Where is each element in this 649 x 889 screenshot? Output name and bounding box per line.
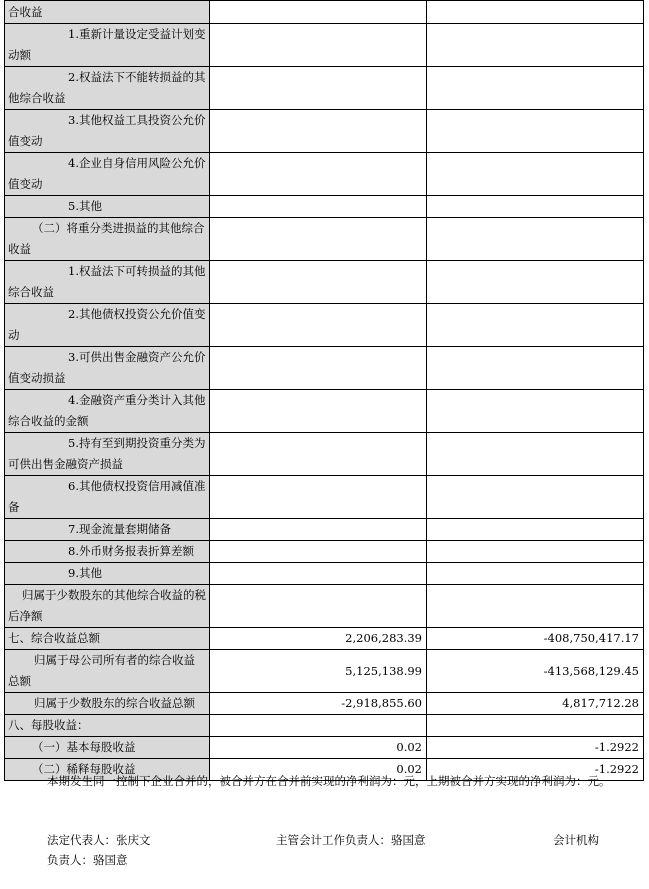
accounting-head: 主管会计工作负责人：骆国意: [276, 833, 426, 847]
row-label: 1.重新计量设定受益计划变动额: [5, 24, 210, 67]
current-period-value: [210, 433, 427, 476]
row-label: 7.现金流量套期储备: [5, 519, 210, 541]
prior-period-value: -1.2922: [427, 759, 644, 781]
current-period-value: [210, 715, 427, 737]
prior-period-value: [427, 563, 644, 585]
table-row: [5, 715, 644, 737]
table-row: [5, 563, 644, 585]
table-row: [5, 67, 644, 110]
current-period-value: [210, 110, 427, 153]
prior-period-value: -1.2922: [427, 737, 644, 759]
prior-period-value: [427, 110, 644, 153]
row-label: 5.持有至到期投资重分类为可供出售金融资产损益: [5, 433, 210, 476]
table-row: [5, 218, 644, 261]
prior-period-value: -408,750,417.17: [427, 628, 644, 650]
table-row: [5, 628, 644, 650]
row-label: 2.其他债权投资公允价值变动: [5, 304, 210, 347]
table-row: [5, 347, 644, 390]
table-row: [5, 24, 644, 67]
prior-period-value: -413,568,129.45: [427, 650, 644, 693]
current-period-value: [210, 563, 427, 585]
row-label: 5.其他: [5, 196, 210, 218]
prior-period-value: [427, 153, 644, 196]
current-period-value: [210, 196, 427, 218]
current-period-value: [210, 519, 427, 541]
row-label: 9.其他: [5, 563, 210, 585]
row-label: 合收益: [5, 1, 210, 24]
income-statement-table-wrap: [4, 0, 643, 781]
row-label: 3.其他权益工具投资公允价值变动: [5, 110, 210, 153]
row-label: 2.权益法下不能转损益的其他综合收益: [5, 67, 210, 110]
merger-note: 本期发生同一控制下企业合并的，被合并方在合并前实现的净利润为：元，上期被合并方实现的净利润为：元。: [47, 774, 611, 788]
current-period-value: -2,918,855.60: [210, 693, 427, 715]
row-label: 归属于母公司所有者的综合收益总额: [5, 650, 210, 693]
prior-period-value: [427, 261, 644, 304]
accounting-org: 会计机构: [553, 833, 599, 847]
row-label: 七、综合收益总额: [5, 628, 210, 650]
table-row: [5, 737, 644, 759]
current-period-value: [210, 261, 427, 304]
current-period-value: 0.02: [210, 759, 427, 781]
table-row: [5, 650, 644, 693]
current-period-value: [210, 24, 427, 67]
table-row: [5, 390, 644, 433]
table-row: [5, 1, 644, 24]
row-label: 8.外币财务报表折算差额: [5, 541, 210, 563]
prior-period-value: [427, 67, 644, 110]
table-row: [5, 110, 644, 153]
legal-representative: 法定代表人：张庆文: [47, 833, 151, 847]
prior-period-value: [427, 304, 644, 347]
row-label: 归属于少数股东的综合收益总额: [5, 693, 210, 715]
row-label: 归属于少数股东的其他综合收益的税后净额: [5, 585, 210, 628]
prior-period-value: [427, 476, 644, 519]
row-label: 3.可供出售金融资产公允价值变动损益: [5, 347, 210, 390]
row-label: 4.企业自身信用风险公允价值变动: [5, 153, 210, 196]
table-row: [5, 433, 644, 476]
table-row: [5, 304, 644, 347]
current-period-value: 0.02: [210, 737, 427, 759]
row-label: （二）稀释每股收益: [5, 759, 210, 781]
current-period-value: [210, 67, 427, 110]
income-statement-table: [4, 0, 644, 781]
table-row: [5, 585, 644, 628]
current-period-value: 5,125,138.99: [210, 650, 427, 693]
prior-period-value: [427, 1, 644, 24]
prior-period-value: [427, 715, 644, 737]
table-row: [5, 261, 644, 304]
table-row: [5, 476, 644, 519]
current-period-value: [210, 585, 427, 628]
table-row: [5, 153, 644, 196]
prior-period-value: [427, 519, 644, 541]
row-label: 1.权益法下可转损益的其他综合收益: [5, 261, 210, 304]
row-label: （二）将重分类进损益的其他综合收益: [5, 218, 210, 261]
prior-period-value: 4,817,712.28: [427, 693, 644, 715]
current-period-value: 2,206,283.39: [210, 628, 427, 650]
current-period-value: [210, 541, 427, 563]
current-period-value: [210, 218, 427, 261]
prior-period-value: [427, 218, 644, 261]
current-period-value: [210, 153, 427, 196]
current-period-value: [210, 1, 427, 24]
prior-period-value: [427, 585, 644, 628]
table-row: [5, 693, 644, 715]
prior-period-value: [427, 541, 644, 563]
row-label: （一）基本每股收益: [5, 737, 210, 759]
row-label: 4.金融资产重分类计入其他综合收益的金额: [5, 390, 210, 433]
prior-period-value: [427, 196, 644, 218]
table-row: [5, 541, 644, 563]
current-period-value: [210, 304, 427, 347]
current-period-value: [210, 390, 427, 433]
row-label: 八、每股收益：: [5, 715, 210, 737]
table-row: [5, 519, 644, 541]
current-period-value: [210, 476, 427, 519]
current-period-value: [210, 347, 427, 390]
table-row: [5, 196, 644, 218]
prior-period-value: [427, 433, 644, 476]
prior-period-value: [427, 24, 644, 67]
accounting-org-head: 负责人：骆国意: [47, 853, 128, 867]
prior-period-value: [427, 390, 644, 433]
prior-period-value: [427, 347, 644, 390]
row-label: 6.其他债权投资信用减值准备: [5, 476, 210, 519]
